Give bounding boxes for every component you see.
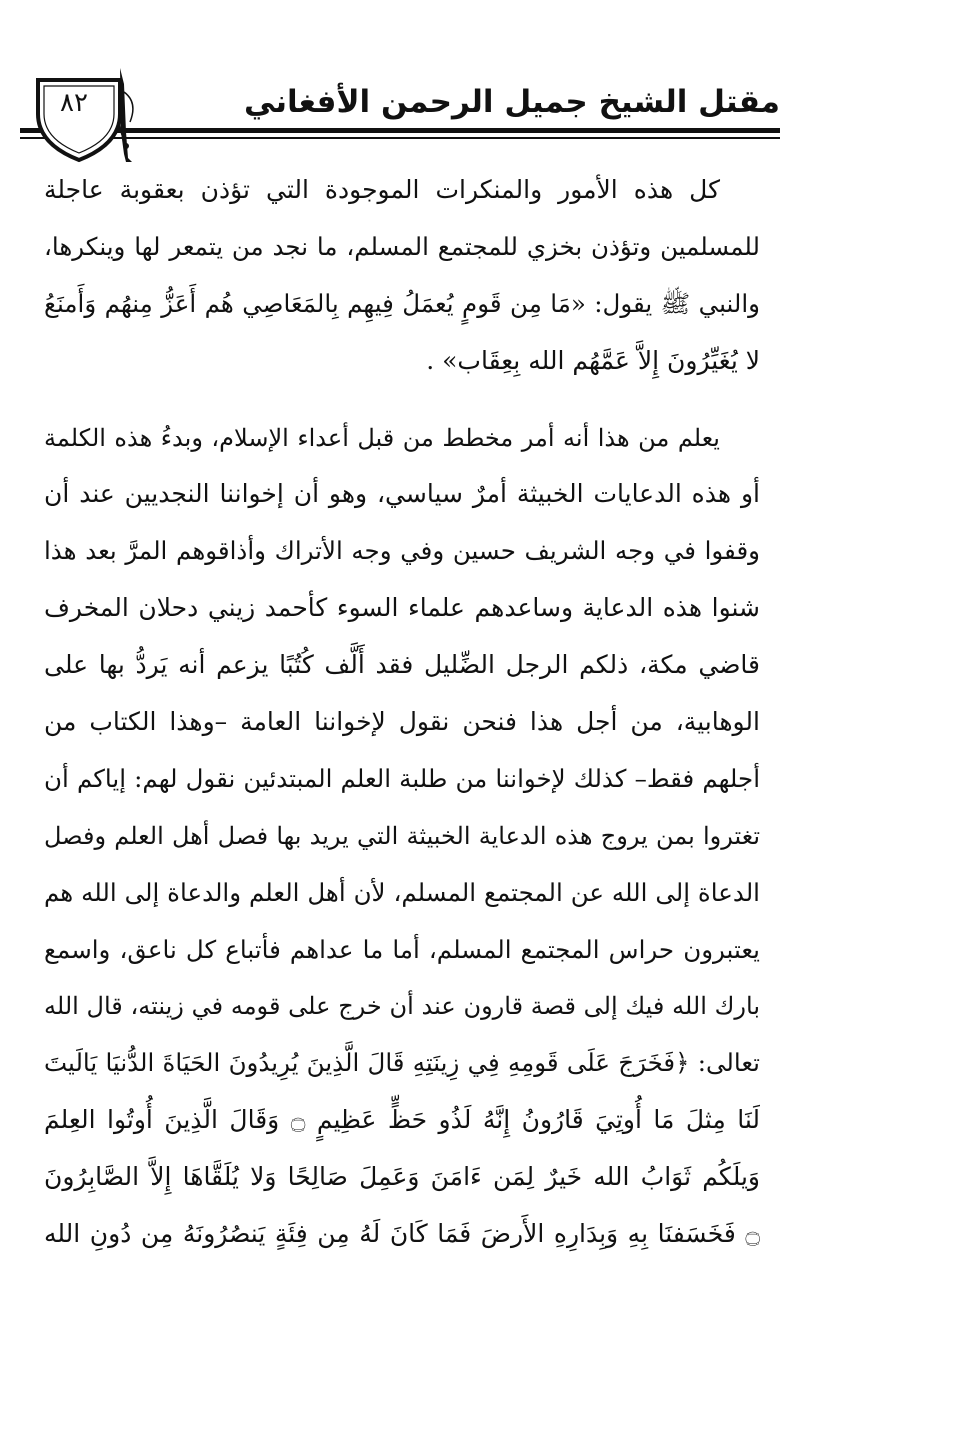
page-body [44, 162, 760, 1263]
text-line: ۝ فَخَسَفنَا بِهِ وَبِدَارِهِ الأَرضَ فَمَا كَانَ لَهُ مِن فِئَةٍ يَنصُرُونَهُ مِن دُونِ الله [44, 1219, 760, 1249]
text-line: لا يُغَيِّرُونَ إِلاَّ عَمَّهُم الله بِعِقَاب» . [426, 345, 760, 375]
text-line: الوهابية، من أجل هذا فنحن نقول لإخواننا العامة –وهذا الكتاب من [44, 707, 760, 737]
text-line: وَيلَكُم ثَوَابُ الله خَيرٌ لِمَن ءَامَنَ وَعَمِلَ صَالِحًا وَلا يُلَقَّاهَا إِلاَّ الصَّابِرُونَ [44, 1162, 760, 1192]
text-line: أو هذه الدعايات الخبيثة أمرٌ سياسي، وهو أن إخواننا النجديين عند أن [44, 479, 760, 509]
page-header [20, 72, 780, 152]
text-line: أجلهم فقط– كذلك لإخواننا من طلبة العلم المبتدئين نقول لهم: إياكم أن [44, 763, 760, 793]
text-line: وقفوا في وجه الشريف حسين وفي وجه الأتراك وأذاقوهم المرَّ بعد هذا [44, 536, 760, 566]
page-number: ٨٢ [60, 88, 88, 118]
text-line: قاضي مكة، ذلكم الرجل الضِّليل فقد أَلَّف كُتُبًا يزعم أنه يَردُّ بها على [44, 650, 760, 680]
text-line: الدعاة إلى الله عن المجتمع المسلم، لأن أهل العلم والدعاة إلى الله هم [44, 877, 760, 907]
paragraph-1 [44, 162, 760, 390]
running-title: مقتل الشيخ جميل الرحمن الأفغاني [244, 84, 780, 120]
paragraph-2 [44, 410, 760, 1263]
page-number-shield-icon [20, 62, 140, 166]
text-line: تغتروا بمن يروج هذه الدعاية الخبيثة التي يريد بها فصل أهل العلم وفصل [44, 821, 760, 850]
text-line: يعلم من هذا أنه أمر مخطط من قبل أعداء الإسلام، وبدءُ هذه الكلمة [44, 423, 720, 452]
text-line: كل هذه الأمور والمنكرات الموجودة التي تؤذن بعقوبة عاجلة [44, 175, 720, 204]
text-line: تعالى: ﴿فَخَرَجَ عَلَى قَومِهِ فِي زِينَتِهِ قَالَ الَّذِينَ يُرِيدُونَ الحَيَاةَ الدُّنيَا يَالَيتَ [44, 1048, 760, 1078]
text-line: والنبي ﷺ يقول: «مَا مِن قَومٍ يُعمَلُ فِيهِم بِالمَعَاصِي هُم أَعَزُّ مِنهُم وَأَمنَعُ [44, 288, 760, 318]
text-line: بارك الله فيك إلى قصة قارون عند أن خرج على قومه في زينته، قال الله [44, 992, 760, 1021]
text-line: يعتبرون حراس المجتمع المسلم، أما ما عداهم فأتباع كل ناعق، واسمع [44, 934, 760, 964]
text-line: للمسلمين وتؤذن بخزي للمجتمع المسلم، ما نجد من يتمعر لها وينكرها، [44, 231, 760, 261]
text-line: لَنَا مِثلَ مَا أُوتِيَ قَارُونُ إِنَّهُ لَذُو حَظٍّ عَظِيمٍ ۝ وَقَالَ الَّذِينَ أُوتُوا العِلمَ [44, 1105, 760, 1135]
text-line: شنوا هذه الدعاية وساعدهم علماء السوء كأحمد زيني دحلان المخرف [44, 593, 760, 623]
